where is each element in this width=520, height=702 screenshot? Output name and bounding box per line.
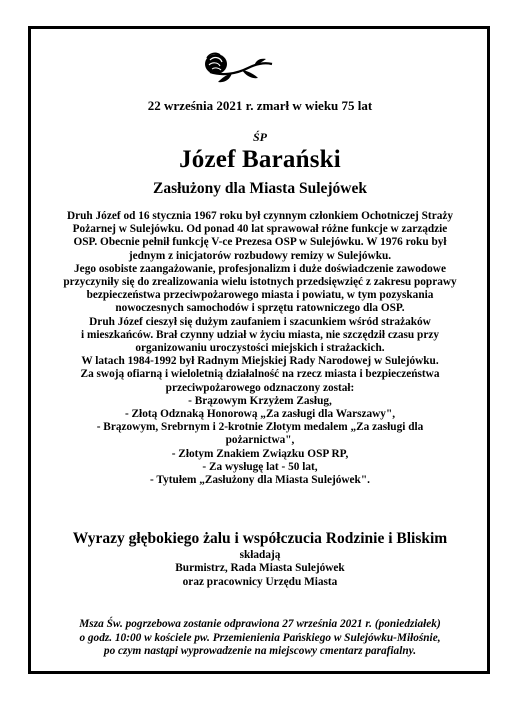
sp-abbreviation: ŚP	[252, 130, 267, 144]
biography-line: Za swoją ofiarną i wieloletnią działalność na rzecz miasta i bezpieczeństwa	[80, 368, 440, 381]
biography-line: OSP. Obecnie pełnił funkcję V-ce Prezesa OSP w Sulejówku. W 1976 roku był	[73, 236, 447, 249]
condolence-heading: Wyrazy głębokiego żalu i współczucia Rodzinie i Bliskim	[72, 530, 448, 547]
biography-line: W latach 1984-1992 był Radnym Miejskiej Rady Narodowej w Sulejówku.	[81, 355, 439, 368]
biography-text	[36, 210, 484, 487]
deceased-name: Józef Barański	[179, 146, 341, 173]
award-item: - Tytułem „Zasłużony dla Miasta Sulejówek".	[150, 474, 370, 487]
biography-line: przeciwpożarowego odznaczony został:	[165, 381, 355, 394]
award-item: - Brązowym, Srebrnym i 2-krotnie Złotym medalem „Za zasługi dla	[96, 421, 424, 434]
death-date-line: 22 września 2021 r. zmarł w wieku 75 lat	[147, 98, 373, 113]
signature-line: oraz pracownicy Urzędu Miasta	[182, 575, 338, 588]
signatories	[36, 549, 484, 589]
rose-icon	[202, 50, 276, 86]
biography-line: nowoczesnych samochodów i sprzętu ratowniczego dla OSP.	[115, 302, 405, 315]
award-item: pożarnictwa",	[225, 434, 295, 447]
biography-line: Druh Józef od 16 stycznia 1967 roku był czynnym członkiem Ochotniczej Straży	[66, 210, 454, 222]
mass-line: Msza Św. pogrzebowa zostanie odprawiona 27 września 2021 r. (poniedziałek)	[79, 618, 441, 630]
biography-line: bezpieczeństwa przeciwpożarowego miasta i powiatu, w tym pozyskania	[86, 289, 434, 302]
biography-line: przyczyniły się do zrealizowania wielu istotnych przedsięwzięć z zakresu poprawy	[63, 276, 457, 289]
award-item: - Złotym Znakiem Związku OSP RP,	[171, 447, 349, 460]
award-item: - Złotą Odznaką Honorową „Za zasługi dla Warszawy",	[124, 408, 396, 421]
biography-line: Druh Józef cieszył się dużym zaufaniem i szacunkiem wśród strażaków	[89, 315, 431, 328]
biography-line: i mieszkańców. Brał czynny udział w życiu miasta, nie szczędził czasu przy	[80, 328, 439, 341]
signature-line: Burmistrz, Rada Miasta Sulejówek	[175, 562, 345, 575]
biography-line: jednym z inicjatorów rozbudowy remizy w Sulejówku.	[128, 249, 392, 262]
biography-line: Pożarnej w Sulejówku. Od ponad 40 lat sprawował różne funkcje w zarządzie	[72, 223, 448, 236]
biography-line: organizowaniu uroczystości miejskich i strażackich.	[135, 342, 385, 355]
mass-line: po czym nastąpi wyprowadzenie na miejscowy cmentarz parafialny.	[103, 645, 417, 658]
signature-line: składają	[239, 549, 281, 561]
award-item: - Brązowym Krzyżem Zasług,	[188, 394, 332, 407]
honorary-title: Zasłużony dla Miasta Sulejówek	[152, 180, 367, 197]
mass-line: o godz. 10:00 w kościele pw. Przemienienia Pańskiego w Sulejówku-Miłośnie,	[79, 631, 441, 644]
award-item: - Za wysługę lat - 50 lat,	[202, 460, 318, 473]
biography-line: Jego osobiste zaangażowanie, profesjonalizm i duże doświadczenie zawodowe	[74, 262, 446, 275]
funeral-mass-info	[36, 618, 484, 659]
